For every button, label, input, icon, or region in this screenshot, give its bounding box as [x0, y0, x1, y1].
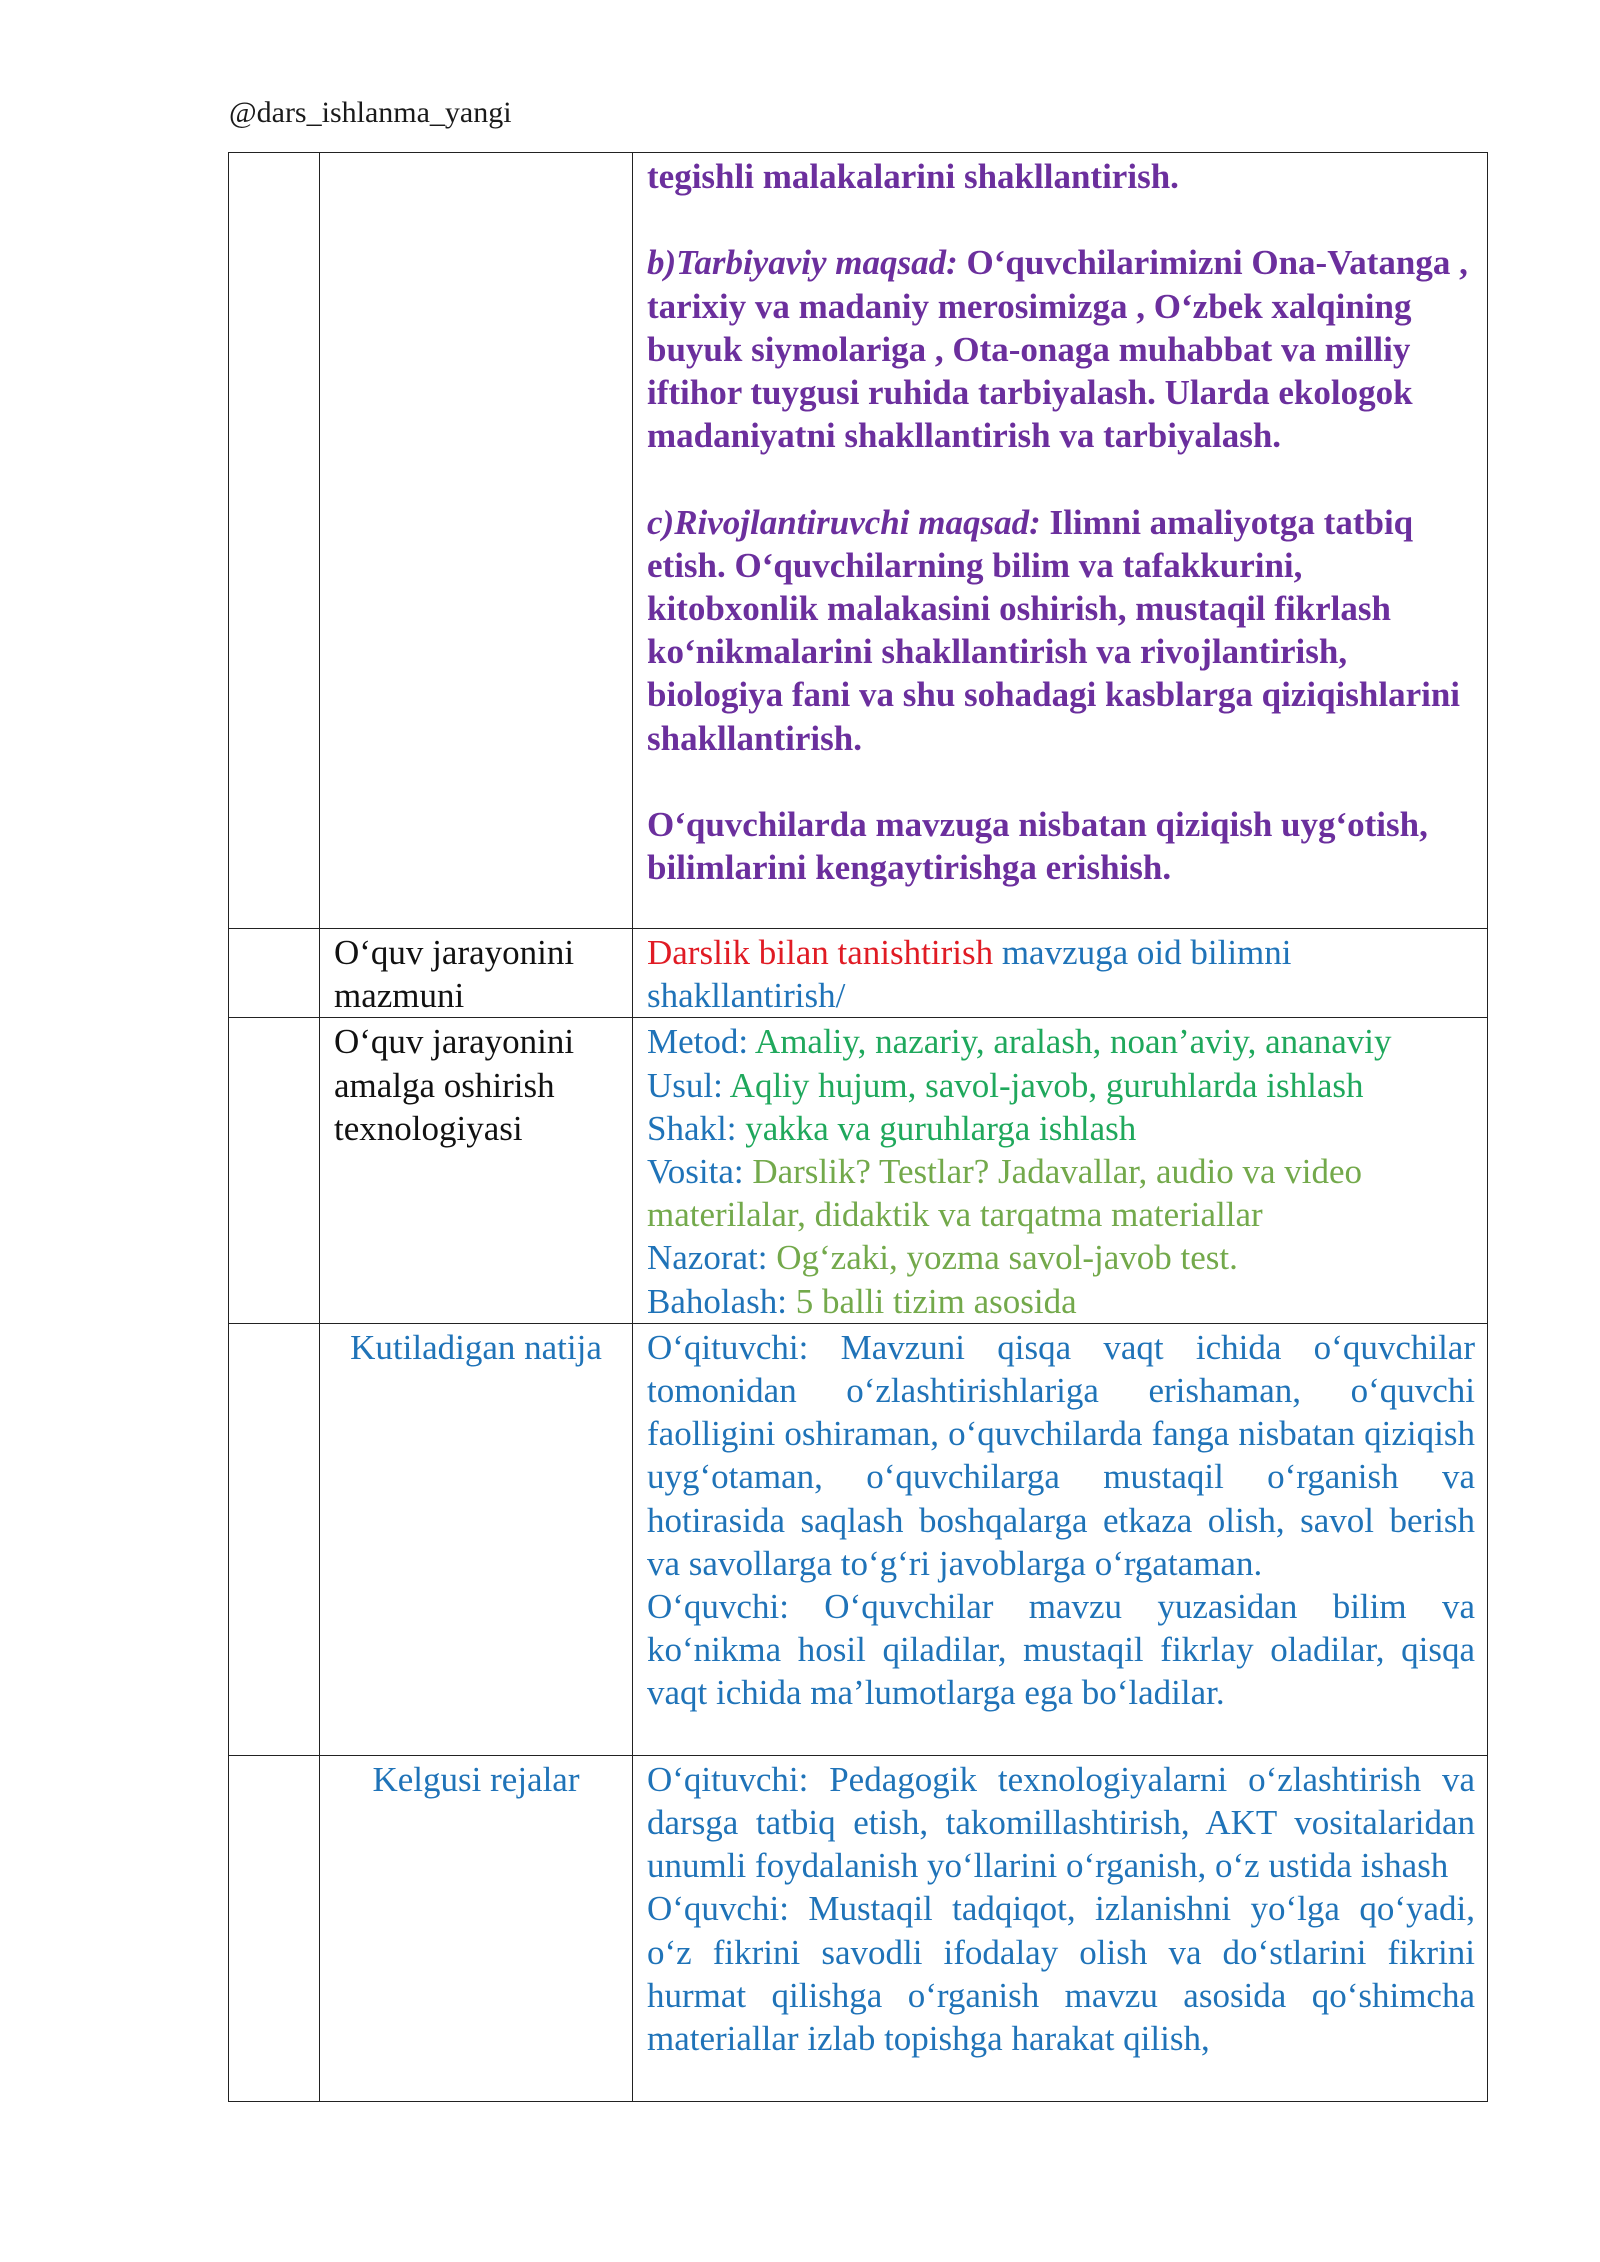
channel-header: @dars_ishlanma_yangi: [229, 96, 512, 129]
plans-cell: [633, 1755, 1488, 2101]
number-cell: [229, 1755, 320, 2101]
approach-line: [647, 1064, 1475, 1107]
plans-label: Kelgusi rejalar: [372, 1759, 580, 1799]
interest-goal: O‘quvchilarda mavzuga nisbatan qiziqish uyg‘otish, bilimlarini kengaytirishga erishish.: [647, 805, 1428, 888]
form-value: yakka va guruhlarga ishlash: [736, 1108, 1137, 1148]
developmental-goal: [647, 501, 1475, 760]
cell: [633, 1324, 1487, 1715]
lesson-plan-table: [228, 152, 1488, 2102]
developmental-goal-label: c)Rivojlantiruvchi maqsad:: [647, 502, 1041, 542]
upbringing-goal-text: O‘quvchilarimizni Ona-Vatanga , tarixiy va madaniy merosimizga , O‘zbek xalqining buyuk siymolariga , Ota-onaga muhabbat va milliy iftihor tuygusi ruhida tarbiyalash. Ularda ekologok madaniyatni shakllantirish va tarbiyalash.: [647, 243, 1468, 456]
upbringing-goal: [647, 241, 1475, 457]
content-text-red: Darslik bilan tanishtirish: [647, 933, 994, 972]
tools-line: [647, 1150, 1475, 1236]
technology-label: O‘quv jarayonini amalga oshirish texnologiyasi: [334, 1022, 575, 1148]
content-row: [229, 929, 1488, 1018]
control-line: [647, 1236, 1475, 1279]
developmental-goal-text: Ilimni amaliyotga tatbiq etish. O‘quvchilarning bilim va tafakkurini, kitobxonlik malakasini oshirish, mustaqil fikrlash ko‘nikmalarini shakllantirish va rivojlantirish, biologiya fani va shu sohadagi kasblarga qiziqishlarini shakllantirish.: [647, 502, 1461, 758]
result-row: [229, 1323, 1488, 1755]
content-label-cell: [320, 929, 633, 1018]
educational-goal-tail: tegishli malakalarini shakllantirish.: [647, 157, 1179, 196]
method-key: Metod:: [647, 1022, 749, 1062]
cell: [633, 1756, 1487, 2060]
plans-label-cell: [320, 1755, 633, 2101]
grading-line: [647, 1280, 1475, 1323]
goals-cell: [633, 153, 1488, 929]
content-text-blue: mavzuga oid bilimni shakllantirish/: [647, 933, 1292, 1016]
result-label-cell: [320, 1323, 633, 1755]
teacher-result: O‘qituvchi: Mavzuni qisqa vaqt ichida o‘quvchilar tomonidan o‘zlashtirishlariga erishaman, o‘quvchi faolligini oshiraman, o‘quvchilarda fanga nisbatan qiziqish uyg‘otaman, o‘quvchilarga mustaqil o‘rganish va hotirasida saqlash boshqalarga etkaza olish, savol berish va savollarga to‘g‘ri javoblarga o‘rgataman.: [647, 1327, 1475, 1583]
tools-value: Darslik? Testlar? Jadavallar, audio va video materilalar, didaktik va tarqatma materiallar: [647, 1152, 1363, 1235]
goals-text: [633, 153, 1487, 889]
goals-label-cell: [320, 153, 633, 929]
student-plans: O‘quvchi: Mustaqil tadqiqot, izlanishni yo‘lga qo‘yadi, o‘z fikrini savodli ifodalay olish va do‘stlarini fikrini hurmat qilishga o‘rganish mavzu asosida qo‘shimcha materiallar izlab topishga harakat qilish,: [647, 1889, 1475, 2059]
content-label: O‘quv jarayonini mazmuni: [334, 933, 575, 1016]
number-cell: [229, 153, 320, 929]
method-value: Amaliy, nazariy, aralash, noan’aviy, ananaviy: [748, 1022, 1392, 1062]
cell: [633, 929, 1487, 1017]
student-result: O‘quvchi: O‘quvchilar mavzu yuzasidan bilim va ko‘nikma hosil qiladilar, mustaqil fikrlay oladilar, qisqa vaqt ichida ma’lumotlarga ega bo‘ladilar.: [647, 1587, 1475, 1713]
control-key: Nazorat:: [647, 1238, 768, 1278]
form-line: [647, 1107, 1475, 1150]
technology-cell: [633, 1018, 1488, 1323]
grading-value: 5 balli tizim asosida: [786, 1281, 1077, 1321]
number-cell: [229, 1323, 320, 1755]
number-cell: [229, 1018, 320, 1323]
plans-row: [229, 1755, 1488, 2101]
form-key: Shakl:: [647, 1108, 737, 1148]
number-cell: [229, 929, 320, 1018]
result-label: Kutiladigan natija: [350, 1327, 602, 1367]
content-cell: [633, 929, 1488, 1018]
technology-row: [229, 1018, 1488, 1323]
result-cell: [633, 1323, 1488, 1755]
approach-value: Aqliy hujum, savol-javob, guruhlarda ishlash: [722, 1065, 1364, 1105]
approach-key: Usul:: [647, 1065, 723, 1105]
upbringing-goal-label: b)Tarbiyaviy maqsad:: [647, 243, 958, 283]
grading-key: Baholash:: [647, 1281, 787, 1321]
tools-key: Vosita:: [647, 1152, 744, 1192]
goals-row: [229, 153, 1488, 929]
teacher-plans: O‘qituvchi: Pedagogik texnologiyalarni o‘zlashtirish va darsga tatbiq etish, takomillashtirish, AKT vositalaridan unumli foydalanish yo‘llarini o‘rganish, o‘z ustida ishash: [647, 1759, 1475, 1886]
cell: [633, 1018, 1487, 1322]
method-line: [647, 1020, 1475, 1063]
technology-label-cell: [320, 1018, 633, 1323]
control-value: Og‘zaki, yozma savol-javob test.: [767, 1238, 1238, 1278]
